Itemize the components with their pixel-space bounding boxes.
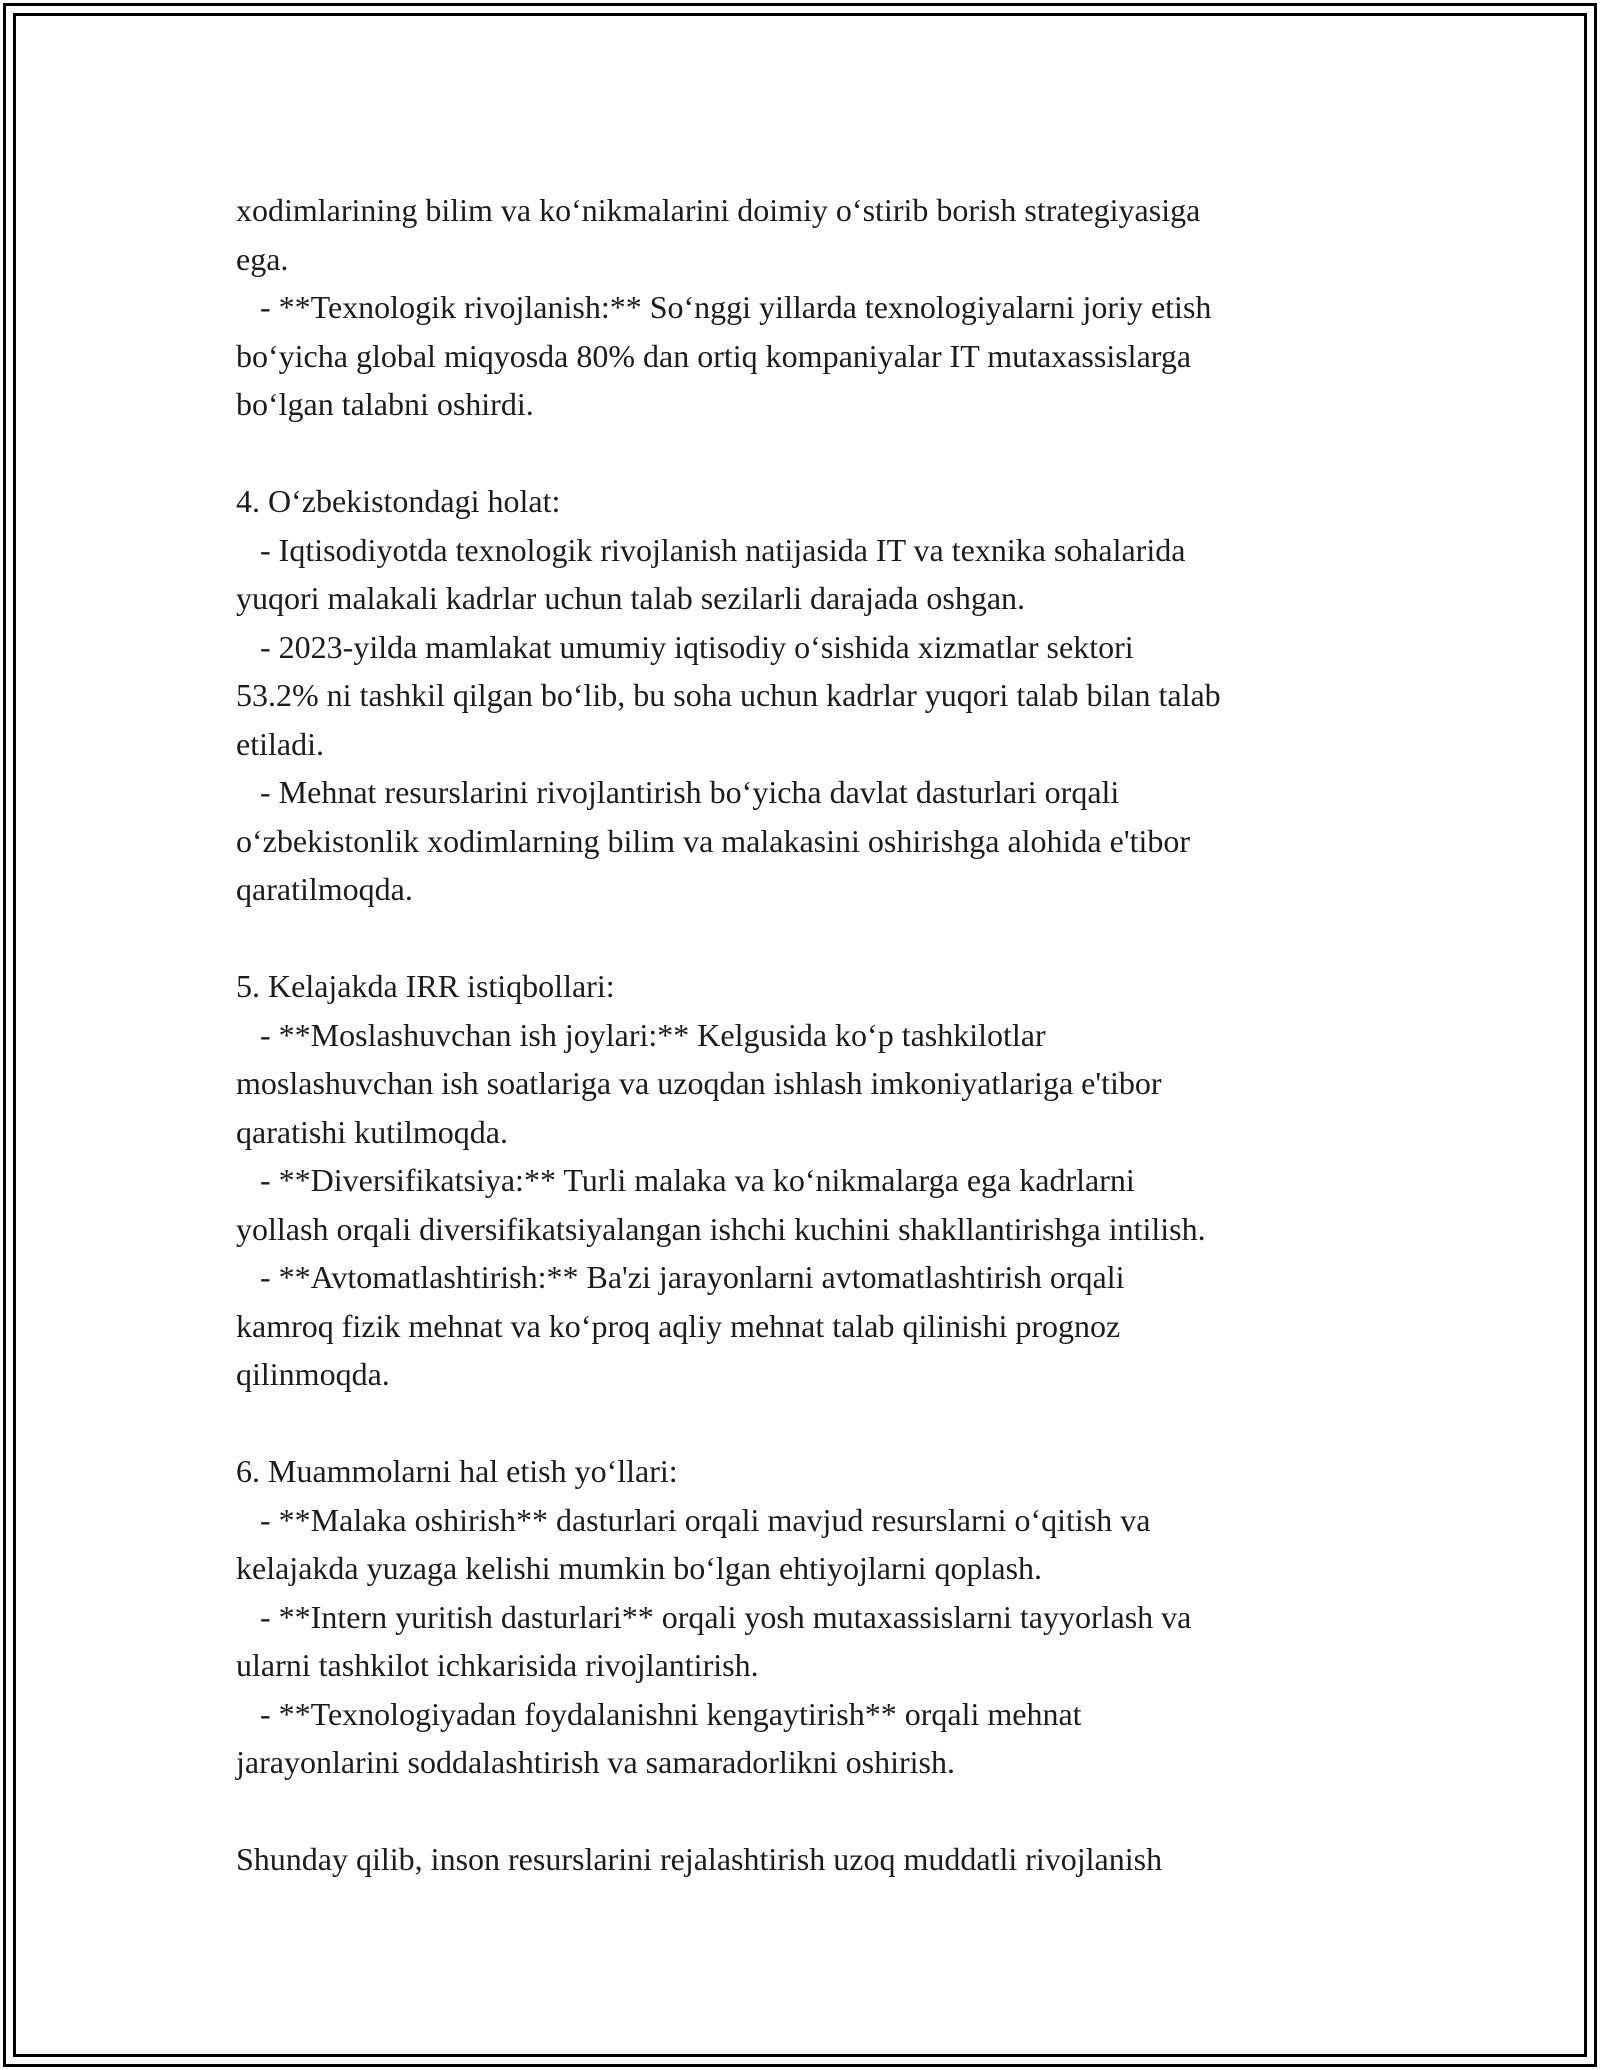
text-line: qilinmoqda. [236,1356,390,1392]
section-heading: 5. Kelajakda IRR istiqbollari: [236,968,615,1004]
text-line: qaratilmoqda. [236,871,413,907]
text-line: - Mehnat resurslarini rivojlantirish bo‘yicha davlat dasturlari orqali [236,774,1120,810]
section-heading: 4. O‘zbekistondagi holat: [236,483,561,519]
text-line: yollash orqali diversifikatsiyalangan ishchi kuchini shakllantirishga intilish. [236,1210,1206,1247]
section-heading: 6. Muammolarni hal etish yo‘llari: [236,1453,678,1489]
text-line: - 2023-yilda mamlakat umumiy iqtisodiy o‘sishida xizmatlar sektori [236,628,1134,665]
text-line: yuqori malakali kadrlar uchun talab sezilarli darajada oshgan. [236,580,1026,616]
text-line: - **Texnologiyadan foydalanishni kengaytirish** orqali mehnat [236,1695,1082,1732]
text-line: qaratishi kutilmoqda. [236,1113,508,1150]
text-line: bo‘yicha global miqyosda 80% dan ortiq kompaniyalar IT mutaxassislarga [236,337,1192,374]
text-line: - **Intern yuritish dasturlari** orqali yosh mutaxassislarni tayyorlash va [236,1598,1192,1635]
text-line: - Iqtisodiyotda texnologik rivojlanish natijasida IT va texnika sohalarida [236,531,1186,568]
text-line: - **Avtomatlashtirish:** Ba'zi jarayonlarni avtomatlashtirish orqali [236,1259,1125,1295]
text-line: jarayonlarini soddalashtirish va samaradorlikni oshirish. [236,1744,955,1780]
document-body [236,186,1396,1884]
text-line: 53.2% ni tashkil qilgan bo‘lib, bu soha uchun kadrlar yuqori talab bilan talab [236,677,1221,713]
text-line: - **Moslashuvchan ish joylari:** Kelgusida ko‘p tashkilotlar [236,1016,1046,1053]
text-line: moslashuvchan ish soatlariga va uzoqdan ishlash imkoniyatlariga e'tibor [236,1065,1162,1101]
text-line: bo‘lgan talabni oshirdi. [236,386,534,422]
text-line: Shunday qilib, inson resurslarini rejalashtirish uzoq muddatli rivojlanish [236,1841,1163,1877]
text-line: ega. [236,240,289,277]
text-line: - **Malaka oshirish** dasturlari orqali mavjud resurslarni o‘qitish va [236,1501,1151,1538]
text-line: xodimlarining bilim va ko‘nikmalarini doimiy o‘stirib borish strategiyasiga [236,192,1201,228]
text-line: - **Texnologik rivojlanish:** So‘nggi yillarda texnologiyalarni joriy etish [236,289,1212,325]
text-line: o‘zbekistonlik xodimlarning bilim va malakasini oshirishga alohida e'tibor [236,822,1191,859]
text-line: kelajakda yuzaga kelishi mumkin bo‘lgan ehtiyojlarni qoplash. [236,1550,1043,1586]
text-line: ularni tashkilot ichkarisida rivojlantirish. [236,1647,759,1683]
text-line: kamroq fizik mehnat va ko‘proq aqliy mehnat talab qilinishi prognoz [236,1307,1121,1344]
text-line: etiladi. [236,725,324,762]
text-line: - **Diversifikatsiya:** Turli malaka va ko‘nikmalarga ega kadrlarni [236,1162,1135,1198]
